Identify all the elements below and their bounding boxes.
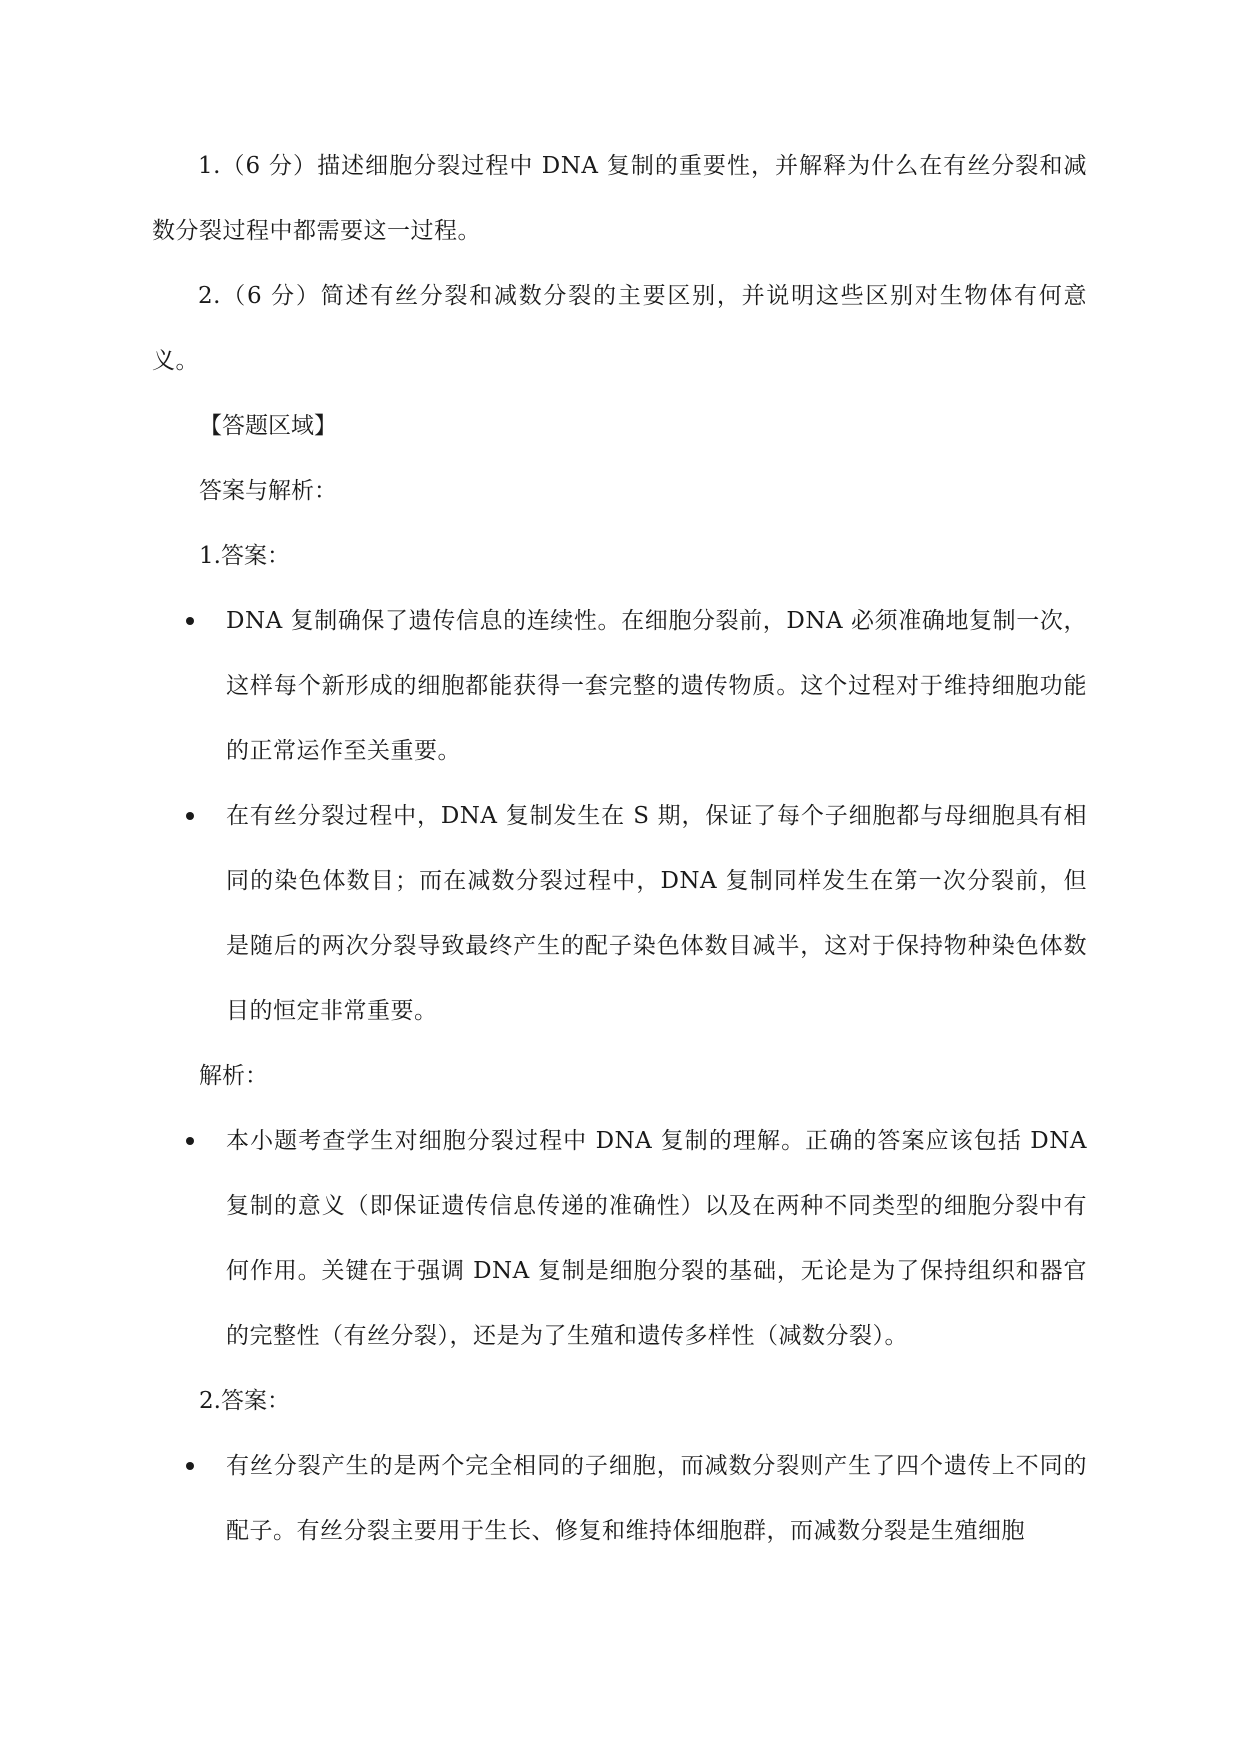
bullet-icon bbox=[186, 812, 194, 820]
question-1: 1.（6 分）描述细胞分裂过程中 DNA 复制的重要性，并解释为什么在有丝分裂和减数分裂过程中都需要这一过程。 bbox=[152, 153, 1087, 244]
answers-heading: 答案与解析： bbox=[199, 478, 337, 504]
answer-area-label: 【答题区域】 bbox=[199, 413, 337, 439]
bullet-icon bbox=[186, 1462, 194, 1470]
q1-answer-bullet-2: 在有丝分裂过程中，DNA 复制发生在 S 期，保证了每个子细胞都与母细胞具有相同的染色体数目；而在减数分裂过程中，DNA 复制同样发生在第一次分裂前，但是随后的两次分裂导致最终产生的配子染色体数目减半，这对于保持物种染色体数目的恒定非常重要。 bbox=[226, 803, 1087, 1024]
q1-analysis-bullet-1: 本小题考查学生对细胞分裂过程中 DNA 复制的理解。正确的答案应该包括 DNA 复制的意义（即保证遗传信息传递的准确性）以及在两种不同类型的细胞分裂中有何作用。关键在于强调 DNA 复制是细胞分裂的基础，无论是为了保持组织和器官的完整性（有丝分裂），还是为了生殖和遗传多样性（减数分裂）。 bbox=[226, 1128, 1087, 1349]
q1-answer-bullet-1: DNA 复制确保了遗传信息的连续性。在细胞分裂前，DNA 必须准确地复制一次，这样每个新形成的细胞都能获得一套完整的遗传物质。这个过程对于维持细胞功能的正常运作至关重要。 bbox=[226, 608, 1087, 764]
q1-analysis-label: 解析： bbox=[199, 1063, 268, 1089]
q2-answer-bullet-1: 有丝分裂产生的是两个完全相同的子细胞，而减数分裂则产生了四个遗传上不同的配子。有丝分裂主要用于生长、修复和维持体细胞群，而减数分裂是生殖细胞 bbox=[226, 1453, 1087, 1544]
q2-answer-label: 2.答案： bbox=[199, 1388, 290, 1414]
q1-answer-label: 1.答案： bbox=[199, 543, 290, 569]
question-2: 2.（6 分）简述有丝分裂和减数分裂的主要区别，并说明这些区别对生物体有何意义。 bbox=[152, 283, 1087, 374]
bullet-icon bbox=[186, 1137, 194, 1145]
bullet-icon bbox=[186, 617, 194, 625]
